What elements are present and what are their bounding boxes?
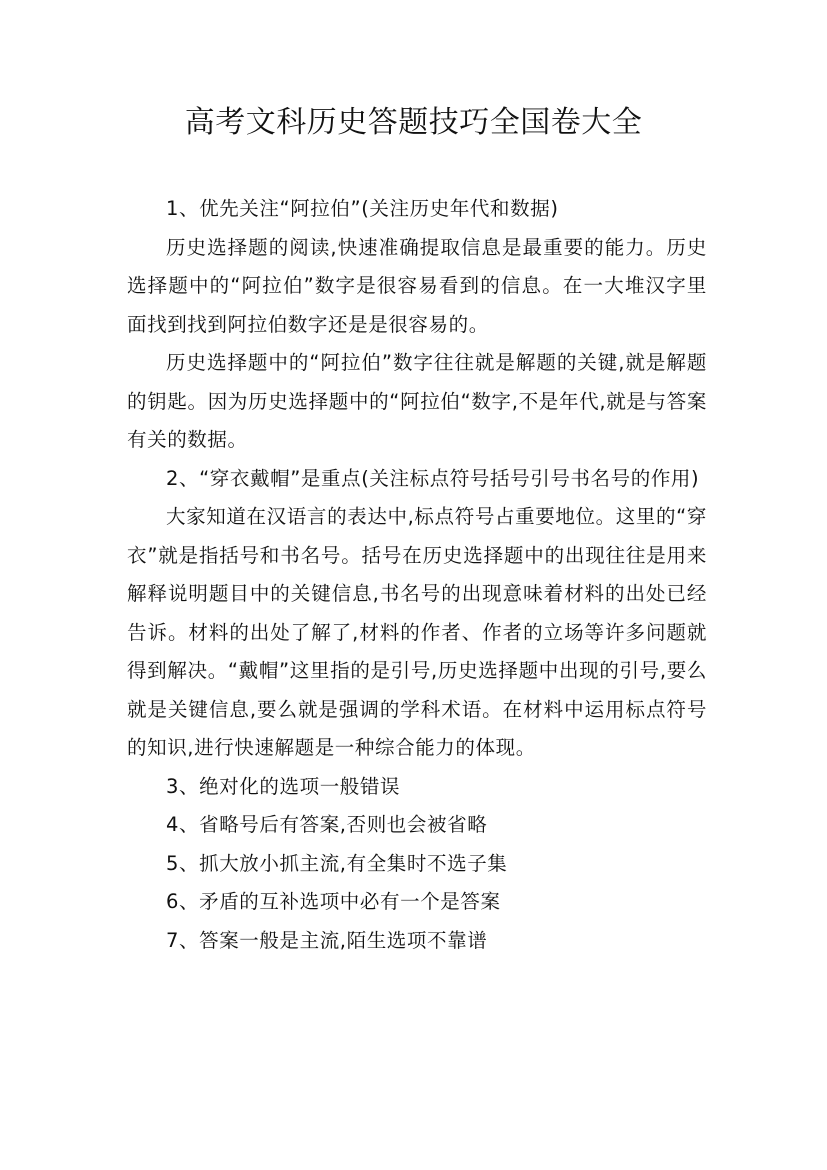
section-heading-1: 1、优先关注“阿拉伯”(关注历史年代和数据): [166, 197, 559, 220]
list-item-5: 5、抓大放小抓主流,有全集时不选子集: [166, 851, 508, 875]
paragraph: 历史选择题的阅读,快速准确提取信息是最重要的能力。历史选择题中的“阿拉伯”数字是很容易看到的信息。在一大堆汉字里面找到找到阿拉伯数字还是是很容易的。: [127, 235, 707, 336]
document-title: 高考文科历史答题技巧全国卷大全: [184, 105, 643, 140]
list-item-4: 4、省略号后有答案,否则也会被省略: [166, 813, 488, 836]
list-item-7: 7、答案一般是主流,陌生选项不靠谱: [166, 928, 488, 952]
paragraph: 历史选择题中的“阿拉伯”数字往往就是解题的关键,就是解题的钥匙。因为历史选择题中的“阿拉伯“数字,不是年代,就是与答案有关的数据。: [127, 351, 707, 451]
document-body: [127, 190, 707, 960]
list-item-3: 3、绝对化的选项一般错误: [166, 774, 401, 798]
list-item-6: 6、矛盾的互补选项中必有一个是答案: [166, 890, 501, 913]
section-heading-2: 2、“穿衣戴帽”是重点(关注标点符号括号引号书名号的作用): [166, 466, 700, 490]
paragraph: 大家知道在汉语言的表达中,标点符号占重要地位。这里的“穿衣”就是指括号和书名号。括号在历史选择题中的出现往往是用来解释说明题目中的关键信息,书名号的出现意味着材料的出处已经告诉。材料的出处了解了,材料的作者、作者的立场等许多问题就得到解决。“戴帽”这里指的是引号,历史选择题中出现的引号,要么就是关键信息,要么就是强调的学科术语。在材料中运用标点符号的知识,进行快速解题是一种综合能力的体现。: [127, 505, 707, 759]
